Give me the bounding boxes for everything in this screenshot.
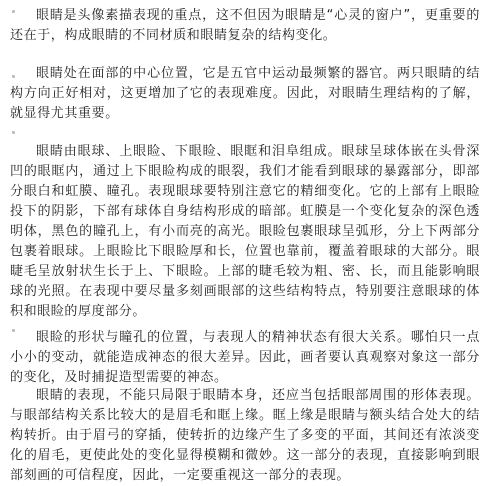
bullet-marker [12,131,15,134]
paragraph-eyelid-pupil: 眼睑的形状与瞳孔的位置，与表现人的精神状态有很大关系。哪怕只一点小小的变动，就能造成神态的很大差异。因此，画者要认真观察对象这一部分的变化，及时捕捉造型需要的神态。 [10,330,480,385]
paragraph-eye-importance: 眼睛是头像素描表现的重点，这不但因为眼睛是“心灵的窗户”，更重要的还在于，构成眼睛的不同材质和眼睛复杂的结构变化。 [10,8,480,43]
paragraph-eye-structure: 眼睛由眼球、上眼睑、下眼睑、眼眶和泪阜组成。眼球呈球体嵌在头骨深凹的眼眶内，通过上下眼睑构成的眼裂，我们才能看到眼球的暴露部分，即部分眼白和虹膜、瞳孔。表现眼球要特别注意它的精细变化。它的上部有上眼睑投下的阴影，下部有球体自身结构形成的暗部。虹膜是一个变化复杂的深色透明体，黑色的瞳孔上，有小而亮的高光。眼睑包裹眼球呈弧形，分上下两部分包裹着眼球。上眼睑比下眼睑厚和长，位置也靠前，覆盖着眼球的大部分。眼睫毛呈放射状生长于上、下眼睑。上部的睫毛较为粗、密、长，而且能影响眼球的光照。在表现中要尽量多刻画眼部的这些结构特点，特别要注意眼球的体积和眼睑的厚度部分。 [10,144,480,319]
paragraph-eye-surroundings: 眼睛的表现，不能只局限于眼睛本身，还应当包括眼部周围的形体表现。与眼部结构关系比较大的是眉毛和眶上缘。眶上缘是眼睛与额头结合处大的结构转折。由于眉弓的穿插，使转折的边缘产生了多变的平面，其间还有浓淡变化的眉毛，更使此处的变化显得模糊和微妙。这一部分的表现，直接影响到眼部刻画的可信程度，因此，一定要重视这一部分的表现。 [10,388,480,483]
paragraph-eye-position: 眼睛处在面部的中心位置，它是五官中运动最频繁的器官。两只眼睛的结构方向正好相对，这更增加了它的表现难度。因此，对眼睛生理结构的了解，就显得尤其重要。 [10,66,480,121]
